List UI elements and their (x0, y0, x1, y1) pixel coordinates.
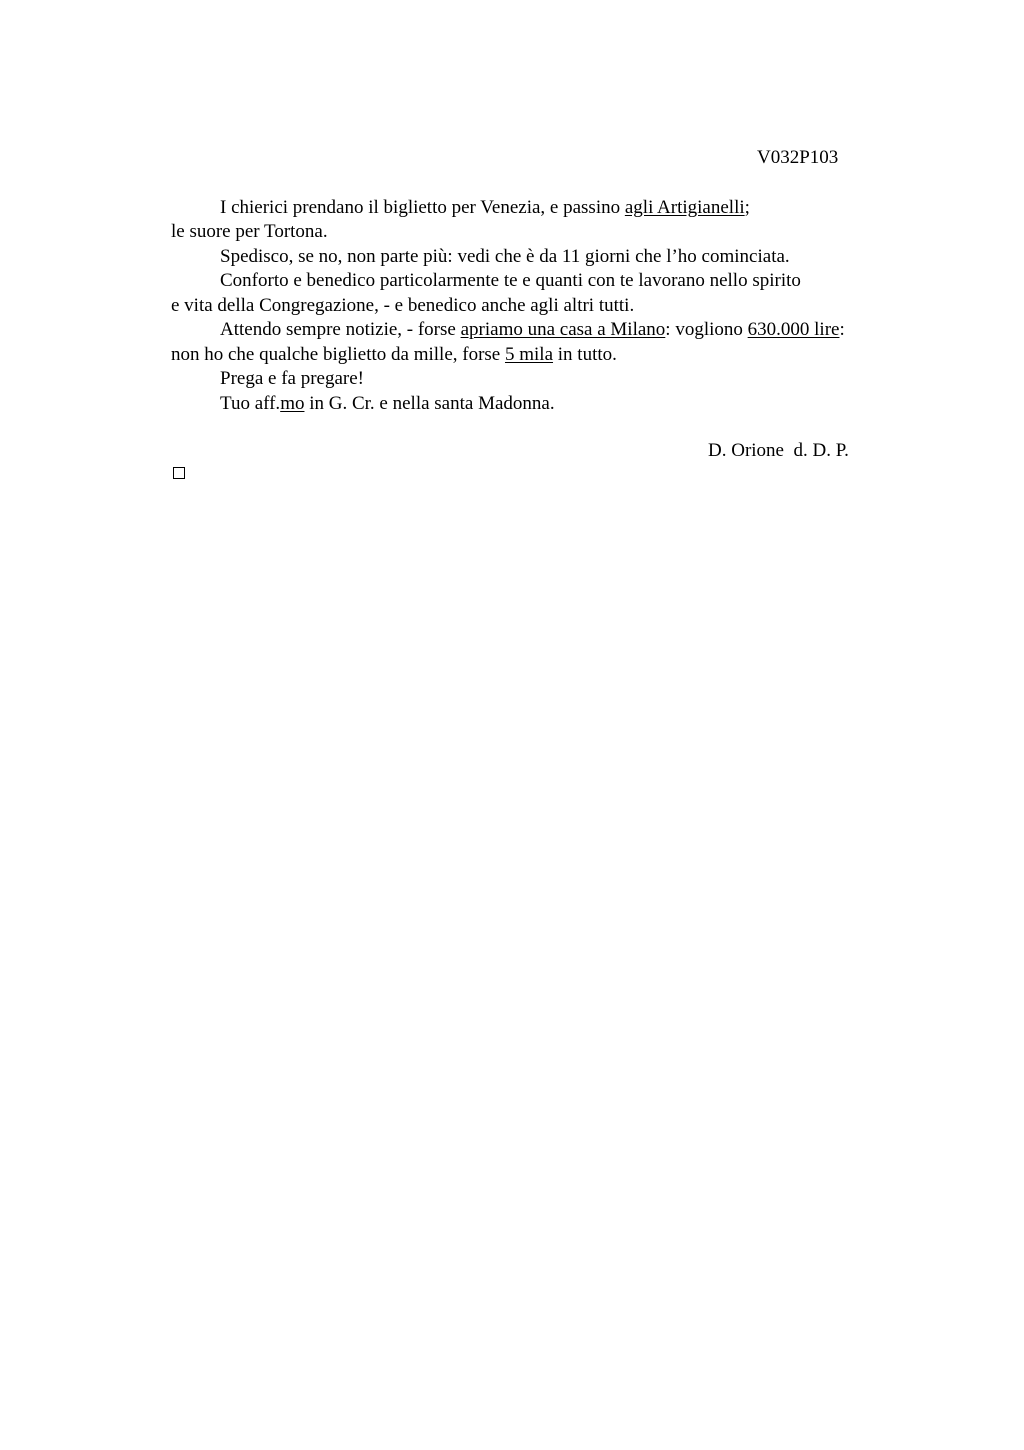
text-segment: in G. Cr. e nella santa Madonna. (304, 393, 555, 414)
text-line-8: Prega e fa pregare! (220, 368, 364, 389)
text-line-3: Spedisco, se no, non parte più: vedi che è da 11 giorni che l’ho cominciata. (220, 246, 790, 267)
text-segment: : vogliono (665, 319, 748, 340)
text-line-4: Conforto e benedico particolarmente te e quanti con te lavorano nello spirito (220, 270, 801, 291)
underlined-text: agli Artigianelli (624, 197, 745, 218)
text-line-2: le suore per Tortona. (171, 221, 328, 242)
text-line-7 (171, 343, 617, 367)
text-segment: Tuo aff. (220, 393, 281, 414)
text-segment: Attendo sempre notizie, - forse (220, 319, 461, 340)
text-line-6 (220, 318, 845, 342)
underlined-text: mo (280, 393, 305, 414)
square-icon (173, 467, 185, 479)
text-segment: : (839, 319, 845, 340)
text-line-9 (220, 392, 555, 416)
text-segment: in tutto. (553, 344, 617, 365)
text-segment: ; (744, 197, 750, 218)
text-segment: non ho che qualche biglietto da mille, forse (171, 344, 505, 365)
signature: D. Orione d. D. P. (708, 440, 849, 461)
underlined-text: apriamo una casa a Milano (460, 319, 666, 340)
text-segment: I chierici prendano il biglietto per Venezia, e passino (220, 197, 625, 218)
underlined-text: 5 mila (504, 344, 554, 365)
text-line-1 (220, 196, 750, 220)
underlined-text: 630.000 lire (747, 319, 840, 340)
text-line-5: e vita della Congregazione, - e benedico anche agli altri tutti. (171, 295, 635, 316)
document-reference: V032P103 (757, 147, 839, 168)
